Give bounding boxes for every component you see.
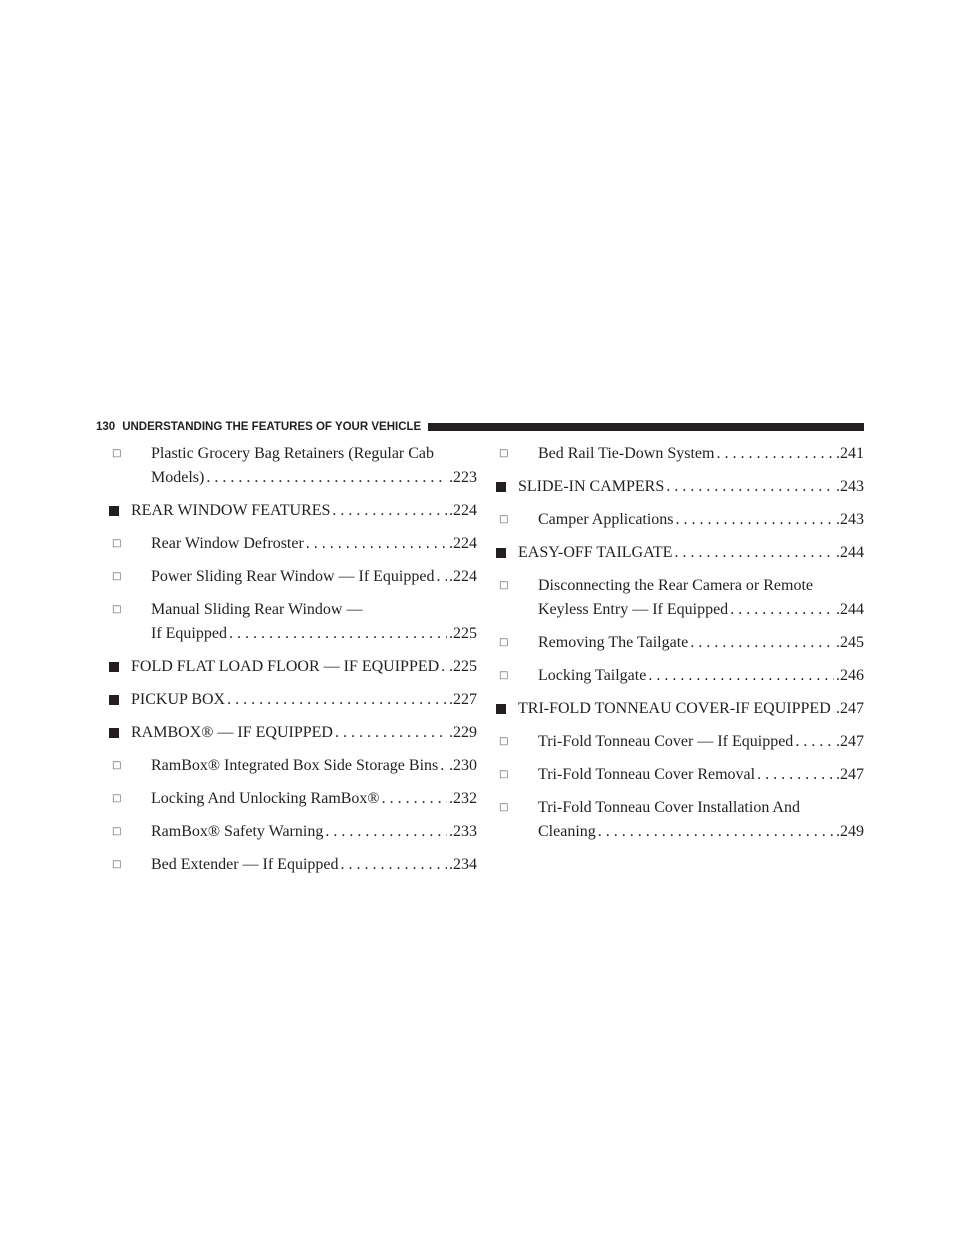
toc-entry[interactable]: [496, 541, 864, 565]
dot-leader: [382, 787, 447, 811]
section-title: UNDERSTANDING THE FEATURES OF YOUR VEHICLE: [122, 421, 422, 433]
toc-page-number: .232: [449, 790, 477, 807]
toc-page-number: .225: [449, 625, 477, 642]
dot-leader: [666, 475, 834, 499]
hollow-square-bullet-icon: □: [112, 571, 122, 582]
toc-entry-title: RamBox® Integrated Box Side Storage Bins: [151, 757, 439, 774]
hollow-square-bullet-icon: □: [112, 538, 122, 549]
hollow-square-bullet-icon: □: [112, 448, 122, 459]
toc-page-number: .233: [449, 823, 477, 840]
dot-leader: [229, 622, 447, 646]
toc-entry[interactable]: [109, 787, 477, 811]
toc-entry[interactable]: [496, 475, 864, 499]
toc-entry[interactable]: [496, 664, 864, 688]
toc-entry-title: FOLD FLAT LOAD FLOOR — IF EQUIPPED: [131, 658, 440, 675]
toc-entry-title: Locking And Unlocking RamBox®: [151, 790, 380, 807]
toc-entry[interactable]: [496, 631, 864, 655]
hollow-square-bullet-icon: □: [112, 859, 122, 870]
toc-entry-title: RAMBOX® — IF EQUIPPED: [131, 724, 333, 741]
dot-leader: [730, 598, 834, 622]
dot-leader: [676, 508, 834, 532]
toc-entry-title: Bed Rail Tie-Down System: [538, 445, 715, 462]
hollow-square-bullet-icon: □: [112, 826, 122, 837]
toc-page-number: .245: [836, 634, 864, 651]
toc-entry-title: Models): [151, 469, 205, 486]
dot-leader: [436, 565, 447, 589]
toc-entry[interactable]: [109, 820, 477, 844]
toc-entry-title: PICKUP BOX: [131, 691, 226, 708]
toc-page-number: .247: [836, 733, 864, 750]
toc-entry[interactable]: [496, 796, 864, 844]
black-square-bullet-icon: [496, 704, 506, 714]
toc-entry-title: Locking Tailgate: [538, 667, 647, 684]
toc-entry-title: RamBox® Safety Warning: [151, 823, 324, 840]
toc-entry-title: EASY-OFF TAILGATE: [518, 544, 673, 561]
toc-entry-title: TRI-FOLD TONNEAU COVER-IF EQUIPPED: [518, 700, 831, 717]
toc-entry[interactable]: [496, 763, 864, 787]
toc-page-number: .247: [836, 766, 864, 783]
toc-entry[interactable]: [496, 574, 864, 622]
toc-entry[interactable]: [109, 721, 477, 745]
dot-leader: [674, 541, 834, 565]
toc-entry-title: Removing The Tailgate: [538, 634, 689, 651]
toc-page-number: .246: [836, 667, 864, 684]
black-square-bullet-icon: [109, 506, 119, 516]
hollow-square-bullet-icon: □: [499, 736, 509, 747]
dot-leader: [341, 853, 448, 877]
dot-leader: [227, 688, 447, 712]
toc-page-number: .229: [449, 724, 477, 741]
black-square-bullet-icon: [496, 482, 506, 492]
toc-page-number: .224: [449, 502, 477, 519]
hollow-square-bullet-icon: □: [112, 793, 122, 804]
toc-entry[interactable]: [109, 442, 477, 490]
toc-entry[interactable]: [109, 688, 477, 712]
hollow-square-bullet-icon: □: [499, 514, 509, 525]
page-header: [96, 419, 864, 435]
dot-leader: [833, 697, 834, 721]
toc-page-number: .224: [449, 535, 477, 552]
toc-page-number: .243: [836, 478, 864, 495]
hollow-square-bullet-icon: □: [112, 604, 122, 615]
toc-entry-title: REAR WINDOW FEATURES: [131, 502, 331, 519]
black-square-bullet-icon: [496, 548, 506, 558]
dot-leader: [598, 820, 834, 844]
hollow-square-bullet-icon: □: [499, 802, 509, 813]
toc-entry-title: SLIDE-IN CAMPERS: [518, 478, 665, 495]
toc-entry-title: Camper Applications: [538, 511, 674, 528]
dot-leader: [716, 442, 834, 466]
dot-leader: [332, 499, 447, 523]
dot-leader: [690, 631, 834, 655]
toc-page-number: .230: [449, 757, 477, 774]
hollow-square-bullet-icon: □: [112, 760, 122, 771]
black-square-bullet-icon: [109, 662, 119, 672]
toc-page-number: .234: [449, 856, 477, 873]
toc-entry[interactable]: [496, 697, 864, 721]
toc-entry-title: Tri-Fold Tonneau Cover — If Equipped: [538, 733, 794, 750]
toc-entry[interactable]: [109, 598, 477, 646]
toc-page-number: .223: [449, 469, 477, 486]
toc-entry-title: Plastic Grocery Bag Retainers (Regular Cab: [151, 445, 435, 462]
toc-entry-title: Disconnecting the Rear Camera or Remote: [538, 577, 814, 594]
black-square-bullet-icon: [109, 728, 119, 738]
toc-entry[interactable]: [496, 442, 864, 466]
toc-entry-title: Keyless Entry — If Equipped: [538, 601, 729, 618]
hollow-square-bullet-icon: □: [499, 580, 509, 591]
toc-page-number: .247: [836, 700, 864, 717]
toc-entry-title: Bed Extender — If Equipped: [151, 856, 339, 873]
header-rule: [428, 423, 864, 431]
toc-page-number: .225: [449, 658, 477, 675]
toc-page-number: .227: [449, 691, 477, 708]
toc-entry[interactable]: [496, 730, 864, 754]
dot-leader: [325, 820, 447, 844]
toc-entry-title: If Equipped: [151, 625, 227, 642]
page-number: 130: [96, 421, 116, 433]
toc-entry-title: Tri-Fold Tonneau Cover Removal: [538, 766, 756, 783]
toc-entry[interactable]: [109, 754, 477, 778]
toc-page-number: .241: [836, 445, 864, 462]
dot-leader: [757, 763, 834, 787]
black-square-bullet-icon: [109, 695, 119, 705]
toc-entry[interactable]: [109, 655, 477, 679]
toc-column-right: [496, 442, 864, 844]
hollow-square-bullet-icon: □: [499, 637, 509, 648]
toc-column-left: [109, 442, 477, 877]
toc-entry[interactable]: [496, 508, 864, 532]
toc-entry-title: Tri-Fold Tonneau Cover Installation And: [538, 799, 800, 816]
toc-entry-title: Power Sliding Rear Window — If Equipped: [151, 568, 435, 585]
dot-leader: [306, 532, 447, 556]
hollow-square-bullet-icon: □: [499, 670, 509, 681]
toc-page-number: .243: [836, 511, 864, 528]
hollow-square-bullet-icon: □: [499, 448, 509, 459]
toc-page-number: .249: [836, 823, 864, 840]
dot-leader: [441, 655, 447, 679]
dot-leader: [648, 664, 834, 688]
toc-entry[interactable]: [109, 565, 477, 589]
dot-leader: [440, 754, 447, 778]
toc-entry-title: Rear Window Defroster: [151, 535, 304, 552]
toc-page-number: .224: [449, 568, 477, 585]
toc-entry[interactable]: [109, 499, 477, 523]
toc-entry-title: Manual Sliding Rear Window —: [151, 601, 363, 618]
dot-leader: [206, 466, 447, 490]
toc-page-number: .244: [836, 601, 864, 618]
hollow-square-bullet-icon: □: [499, 769, 509, 780]
dot-leader: [335, 721, 447, 745]
toc-entry-title: Cleaning: [538, 823, 596, 840]
toc-page-number: .244: [836, 544, 864, 561]
toc-entry[interactable]: [109, 532, 477, 556]
dot-leader: [795, 730, 834, 754]
toc-entry[interactable]: [109, 853, 477, 877]
